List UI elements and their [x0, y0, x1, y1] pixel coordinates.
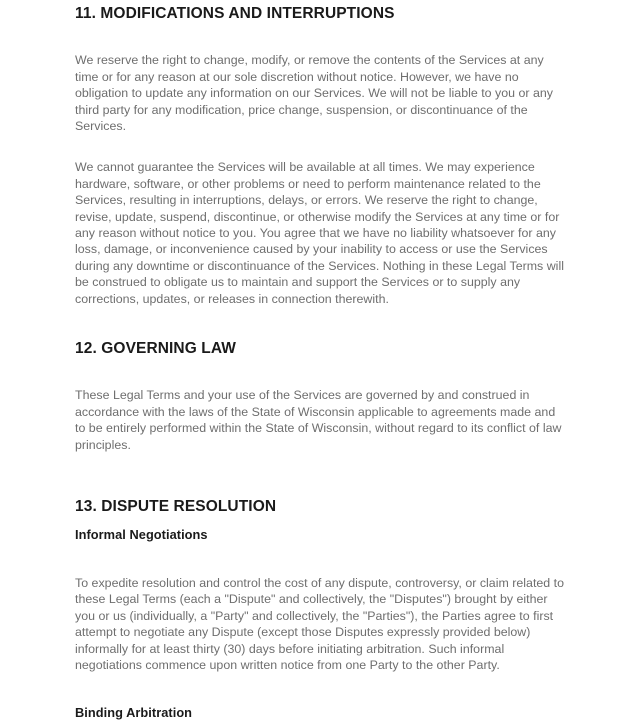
paragraph: These Legal Terms and your use of the Services are governed by and construed in accordance with the laws of the State of Wisconsin applicable to agreements made and to be entirely performed within the State of Wisconsin, without regard to its conflict of law principles.: [75, 387, 569, 453]
section-13-subheading-informal-block: [75, 516, 569, 544]
section-heading-governing-law: 12. GOVERNING LAW: [75, 339, 569, 358]
section-13-block: [75, 453, 569, 516]
section-12-paragraph-1-block: [75, 358, 569, 453]
paragraph: We cannot guarantee the Services will be available at all times. We may experience hardware, software, or other problems or need to perform maintenance related to the Services, resulting in interruptions, delays, or errors. We reserve the right to change, revise, update, suspend, discontinue, or otherwise modify the Services at any time or for any reason without notice to you. You agree that we have no liability whatsoever for any loss, damage, or inconvenience caused by your inability to access or use the Services during any downtime or discontinuance of the Services. Nothing in these Legal Terms will be construed to obligate us to maintain and support the Services or to supply any corrections, updates, or releases in connection therewith.: [75, 159, 569, 307]
section-13-subheading-binding-block: [75, 674, 569, 721]
section-11-paragraph-1-block: [75, 23, 569, 134]
section-12-block: [75, 307, 569, 358]
document-body: [75, 0, 569, 721]
paragraph: To expedite resolution and control the cost of any dispute, controversy, or claim related to these Legal Terms (each a "Dispute" and collectively, the "Disputes") brought by either you or us (individually, a "Party" and collectively, the "Parties"), the Parties agree to first attempt to negotiate any Dispute (except those Disputes expressly provided below) informally for at least thirty (30) days before initiating arbitration. Such informal negotiations commence upon written notice from one Party to the other Party.: [75, 575, 569, 673]
subsection-heading-binding-arbitration: Binding Arbitration: [75, 705, 569, 721]
section-heading-dispute-resolution: 13. DISPUTE RESOLUTION: [75, 497, 569, 516]
section-heading-modifications-and-interruptions: 11. MODIFICATIONS AND INTERRUPTIONS: [75, 4, 569, 23]
section-13-paragraph-1-block: [75, 544, 569, 673]
section-11-paragraph-2-block: [75, 134, 569, 307]
subsection-heading-informal-negotiations: Informal Negotiations: [75, 527, 569, 544]
paragraph: We reserve the right to change, modify, or remove the contents of the Services at any time or for any reason at our sole discretion without notice. However, we have no obligation to update any information on our Services. We will not be liable to you or any third party for any modification, price change, suspension, or discontinuance of the Services.: [75, 52, 569, 134]
section-11-block: [75, 0, 569, 23]
